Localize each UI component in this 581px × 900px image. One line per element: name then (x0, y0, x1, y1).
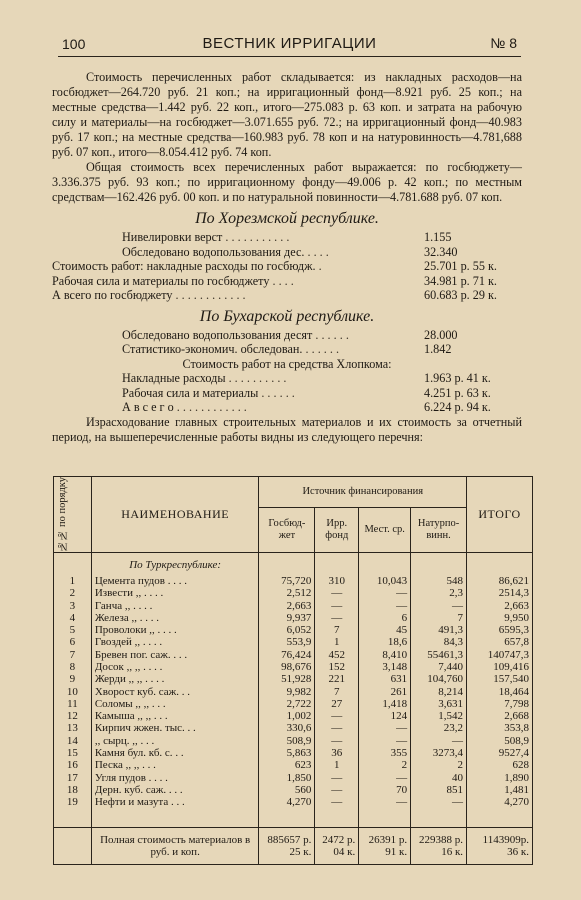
row-number: 19 (54, 796, 92, 808)
cell-gosbudget: 4,270 (259, 796, 315, 808)
table-row (54, 759, 533, 771)
cell-local: — (359, 587, 411, 599)
cell-local: 8,410 (359, 649, 411, 661)
cell-natural: — (411, 796, 467, 808)
page-body (52, 70, 522, 445)
cell-local: 355 (359, 747, 411, 759)
cell-natural: 7,440 (411, 661, 467, 673)
cell-natural: 7 (411, 612, 467, 624)
cell-natural: 851 (411, 784, 467, 796)
row-number: 12 (54, 710, 92, 722)
table-row (54, 735, 533, 747)
col-header-local: Мест. ср. (359, 507, 411, 552)
paragraph-total-cost: Общая стоимость всех перечисленных работ выражается: по госбюджету—3.336.375 руб. 93 коп.; по ирригационному фонду—49.006 р. 42 коп.; по местным средствам—162.426 руб. 00 коп. и по натуральной повинности—4.781.688 руб. 07 коп. (52, 160, 522, 204)
cell-total: 86,621 (467, 575, 533, 587)
cell-irr-fund: 27 (315, 698, 359, 710)
cell-local: 70 (359, 784, 411, 796)
cell-irr-fund: — (315, 735, 359, 747)
paragraph-cost-breakdown: Стоимость перечисленных работ складывается: из накладных расходов—на госбюджет—264.720 руб. 21 коп.; на ирригационный фонд—8.921 руб. 25 коп.; на местные средства—1.442 руб. 22 коп., итого—275.083 р. 63 коп. и затрата на рабочую силу и материалы—на госбюджет—3.071.655 руб. 72.; на ирригационный фонд—40.983 руб. 17 коп.; на местные средства—160.983 руб. 78 коп и на натуровинность—4.781,688 руб. 07 коп., итого—8.054.412 руб. 74 коп. (52, 70, 522, 159)
col-header-name: НАИМЕНОВАНИЕ (91, 477, 259, 553)
page-header (58, 34, 521, 57)
table-row (54, 747, 533, 759)
bukhara-row: Обследовано водопользования десят . . . . . . 28.000 (122, 327, 458, 342)
khorezm-row: Стоимость работ: накладные расходы по госбюдж. . 25.701 р. 55 к. (52, 259, 497, 273)
bukhara-cost-row: Накладные расходы . . . . . . . . . . 1.963 р. 41 к. (122, 371, 491, 385)
table-row (54, 686, 533, 698)
cell-total: 4,270 (467, 796, 533, 808)
page-number: 100 (62, 36, 86, 52)
cell-local: 6 (359, 612, 411, 624)
cell-natural: 548 (411, 575, 467, 587)
cell-natural: 2 (411, 759, 467, 771)
cell-natural: 2,3 (411, 587, 467, 599)
row-number: 16 (54, 759, 92, 771)
row-number: 3 (54, 600, 92, 612)
cell-gosbudget: 9,937 (259, 612, 315, 624)
material-name: Нефти и мазута . . . (91, 796, 259, 808)
material-name: Камня бул. кб. с. . . (91, 747, 259, 759)
cell-gosbudget: 508,9 (259, 735, 315, 747)
cell-natural: 55461,3 (411, 649, 467, 661)
row-number: 5 (54, 624, 92, 636)
cell-natural: 3273,4 (411, 747, 467, 759)
table-subheader-row (54, 552, 533, 575)
cell-local: 1,418 (359, 698, 411, 710)
material-name: Жерди ,, ,, . . . . (91, 673, 259, 685)
table-row (54, 796, 533, 808)
cell-total: 2514,3 (467, 587, 533, 599)
cell-irr-fund: 7 (315, 686, 359, 698)
cell-gosbudget: 75,720 (259, 575, 315, 587)
cell-irr-fund: 36 (315, 747, 359, 759)
cell-total: 18,464 (467, 686, 533, 698)
row-number: 14 (54, 735, 92, 747)
material-name: Камыша ,, ,, . . . (91, 710, 259, 722)
cell-irr-fund: 310 (315, 575, 359, 587)
cell-gosbudget: 2,512 (259, 587, 315, 599)
col-header-source: Источник финансирования (259, 477, 467, 508)
cell-natural: 1,542 (411, 710, 467, 722)
cell-irr-fund: — (315, 796, 359, 808)
cell-irr-fund: — (315, 612, 359, 624)
bukhara-cost-heading: Стоимость работ на средства Хлопкома: (182, 356, 392, 371)
table-row (54, 673, 533, 685)
cell-local: — (359, 722, 411, 734)
table-row (54, 772, 533, 784)
cell-natural: — (411, 600, 467, 612)
cell-natural: 491,3 (411, 624, 467, 636)
row-number: 9 (54, 673, 92, 685)
col-header-number: №№ по порядку (54, 477, 92, 553)
cell-total: 6595,3 (467, 624, 533, 636)
cell-local: 18,6 (359, 636, 411, 648)
total-natur: 229388 р. 16 к. (411, 827, 467, 865)
cell-local: — (359, 735, 411, 747)
cell-gosbudget: 1,850 (259, 772, 315, 784)
cell-gosbudget: 9,982 (259, 686, 315, 698)
table-row (54, 636, 533, 648)
row-number: 8 (54, 661, 92, 673)
row-number: 1 (54, 575, 92, 587)
row-number: 17 (54, 772, 92, 784)
cell-gosbudget: 2,663 (259, 600, 315, 612)
khorezm-row: Рабочая сила и материалы по госбюджету . . . . 34.981 р. 71 к. (52, 273, 497, 288)
table-spacer-row (54, 809, 533, 828)
row-number: 11 (54, 698, 92, 710)
table-row (54, 612, 533, 624)
khorezm-rows (52, 230, 522, 303)
material-name: Хворост куб. саж. . . (91, 686, 259, 698)
cell-local: 3,148 (359, 661, 411, 673)
col-header-gosbudget: Госбюд-жет (259, 507, 315, 552)
cell-gosbudget: 51,928 (259, 673, 315, 685)
cell-gosbudget: 553,9 (259, 636, 315, 648)
cell-total: 157,540 (467, 673, 533, 685)
material-name: Извести ,, . . . . (91, 587, 259, 599)
row-number: 7 (54, 649, 92, 661)
cell-irr-fund: — (315, 722, 359, 734)
cell-natural: — (411, 735, 467, 747)
cell-total: 508,9 (467, 735, 533, 747)
cell-natural: 8,214 (411, 686, 467, 698)
cell-natural: 104,760 (411, 673, 467, 685)
material-name: Дерн. куб. саж. . . . (91, 784, 259, 796)
cell-natural: 40 (411, 772, 467, 784)
cell-gosbudget: 560 (259, 784, 315, 796)
row-number: 10 (54, 686, 92, 698)
bukhara-cost-row: Рабочая сила и материалы . . . . . . 4.251 р. 63 к. (122, 385, 491, 400)
cell-total: 9527,4 (467, 747, 533, 759)
cell-gosbudget: 623 (259, 759, 315, 771)
issue-number: № 8 (490, 35, 517, 51)
journal-title: ВЕСТНИК ИРРИГАЦИИ (202, 35, 377, 52)
col-header-total: ИТОГО (467, 477, 533, 553)
total-sum: 1143909р. 36 к. (467, 827, 533, 865)
table-row (54, 649, 533, 661)
cell-irr-fund: 1 (315, 636, 359, 648)
cell-total: 2,668 (467, 710, 533, 722)
row-number: 6 (54, 636, 92, 648)
cell-local: — (359, 772, 411, 784)
cell-total: 353,8 (467, 722, 533, 734)
cell-natural: 3,631 (411, 698, 467, 710)
cell-local: 10,043 (359, 575, 411, 587)
cell-irr-fund: — (315, 772, 359, 784)
cell-local: 124 (359, 710, 411, 722)
khorezm-row: А всего по госбюджету . . . . . . . . . . . . 60.683 р. 29 к. (52, 288, 497, 302)
bukhara-row: Статистико-экономич. обследован. . . . . . . 1.842 (122, 342, 452, 356)
material-name: Гвоздей ,, . . . . (91, 636, 259, 648)
table-row (54, 698, 533, 710)
table-row (54, 784, 533, 796)
material-name: Ганча ,, . . . . (91, 600, 259, 612)
paragraph-materials-intro: Израсходование главных строительных материалов и их стоимость за отчетный период, на вышеперечисленные работы видны из следующего перечня: (52, 414, 522, 444)
row-number: 18 (54, 784, 92, 796)
cell-natural: 84,3 (411, 636, 467, 648)
cell-local: 2 (359, 759, 411, 771)
cell-natural: 23,2 (411, 722, 467, 734)
total-irr: 2472 р. 04 к. (315, 827, 359, 865)
material-name: Цемента пудов . . . . (91, 575, 259, 587)
cell-gosbudget: 76,424 (259, 649, 315, 661)
table-subheader: По Туркреспублике: (91, 552, 259, 575)
cell-local: — (359, 600, 411, 612)
cell-total: 140747,3 (467, 649, 533, 661)
material-name: Проволоки ,, . . . . (91, 624, 259, 636)
material-name: Соломы ,, ,, . . . (91, 698, 259, 710)
cell-irr-fund: 452 (315, 649, 359, 661)
total-gos: 885657 р. 25 к. (259, 827, 315, 865)
material-name: Бревен пог. саж. . . . (91, 649, 259, 661)
section-title-bukhara: По Бухарской республике. (199, 307, 375, 325)
col-header-natural: Натурпо-винн. (411, 507, 467, 552)
bukhara-cost-row: А в с е г о . . . . . . . . . . . . 6.224 р. 94 к. (122, 400, 491, 414)
cell-total: 657,8 (467, 636, 533, 648)
section-title-khorezm: По Хорезмской республике. (195, 210, 379, 227)
cell-gosbudget: 98,676 (259, 661, 315, 673)
table-row (54, 661, 533, 673)
cell-local: 631 (359, 673, 411, 685)
cell-local: 45 (359, 624, 411, 636)
cell-irr-fund: 1 (315, 759, 359, 771)
table-row (54, 587, 533, 599)
cell-irr-fund: 221 (315, 673, 359, 685)
cell-gosbudget: 1,002 (259, 710, 315, 722)
cell-local: — (359, 796, 411, 808)
row-number: 4 (54, 612, 92, 624)
table-total-row (54, 827, 533, 865)
cell-gosbudget: 2,722 (259, 698, 315, 710)
cell-total: 1,481 (467, 784, 533, 796)
khorezm-row: Обследовано водопользования дес. . . . . 32.340 (122, 244, 458, 259)
cell-irr-fund: — (315, 600, 359, 612)
table-row (54, 722, 533, 734)
cell-total: 109,416 (467, 661, 533, 673)
bukhara-rows (52, 328, 522, 415)
cell-irr-fund: 152 (315, 661, 359, 673)
cell-total: 9,950 (467, 612, 533, 624)
material-name: Кирпич жжен. тыс. . . (91, 722, 259, 734)
material-name: ,, сырц. ,, . . . (91, 735, 259, 747)
row-number: 15 (54, 747, 92, 759)
cell-irr-fund: 7 (315, 624, 359, 636)
table-row (54, 575, 533, 587)
col-header-irr-fund: Ирр. фонд (315, 507, 359, 552)
materials-table (53, 476, 533, 865)
cell-irr-fund: — (315, 587, 359, 599)
cell-total: 7,798 (467, 698, 533, 710)
cell-gosbudget: 6,052 (259, 624, 315, 636)
cell-gosbudget: 330,6 (259, 722, 315, 734)
material-name: Железа ,, . . . . (91, 612, 259, 624)
cell-total: 1,890 (467, 772, 533, 784)
cell-irr-fund: — (315, 710, 359, 722)
total-label: Полная стоимость материалов в руб. и коп. (91, 827, 259, 865)
cell-gosbudget: 5,863 (259, 747, 315, 759)
row-number: 13 (54, 722, 92, 734)
total-mest: 26391 р. 91 к. (359, 827, 411, 865)
row-number: 2 (54, 587, 92, 599)
cell-total: 628 (467, 759, 533, 771)
khorezm-row: Нивелировки верст . . . . . . . . . . . 1.155 (122, 230, 452, 244)
cell-irr-fund: — (315, 784, 359, 796)
material-name: Досок ,, ,, . . . . (91, 661, 259, 673)
material-name: Песка ,, ,, . . . (91, 759, 259, 771)
material-name: Угля пудов . . . . (91, 772, 259, 784)
cell-local: 261 (359, 686, 411, 698)
table-row (54, 624, 533, 636)
table-row (54, 600, 533, 612)
table-row (54, 710, 533, 722)
cell-total: 2,663 (467, 600, 533, 612)
